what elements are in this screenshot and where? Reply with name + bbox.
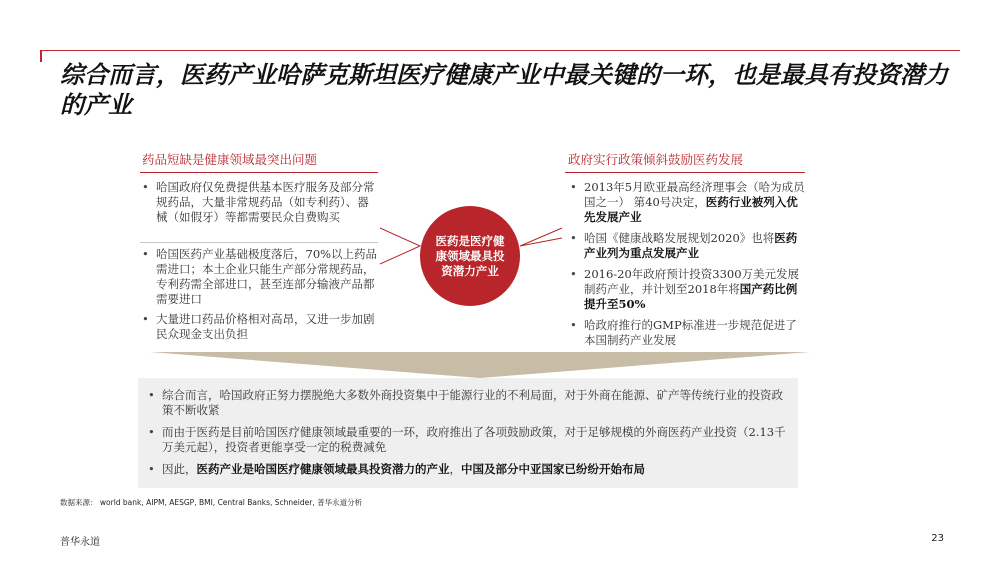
summary-item: • 因此，医药产业是哈国医疗健康领域最具投资潜力的产业，中国及部分中亚国家已纷纷开始布局 xyxy=(148,462,788,477)
source-note: 数据来源： world bank, AIPM, AESGP, BMI, Central Banks, Schneider, 普华永道分析 xyxy=(60,498,363,507)
right-item: • 哈政府推行的GMP标准进一步规范促进了本国制药产业发展 xyxy=(570,318,806,348)
center-circle xyxy=(420,206,520,306)
summary-box xyxy=(138,378,798,488)
right-item: • 2013年5月欧亚最高经济理事会（哈为成员国之一） 第40号决定，医药行业被列入优先发展产业 xyxy=(570,180,806,225)
center-circle-label: 医药是医疗健康领域最具投资潜力产业 xyxy=(435,233,505,278)
funnel-shape xyxy=(150,352,810,378)
right-connector xyxy=(520,228,562,246)
right-heading-rule xyxy=(565,172,805,173)
left-heading: 药品短缺是健康领域最突出问题 xyxy=(142,152,318,167)
right-item: • 哈国《健康战略发展规划2020》也将医药产业列为重点发展产业 xyxy=(570,231,806,261)
summary-list xyxy=(148,388,788,484)
left-item: • 哈国政府仅免费提供基本医疗服务及部分常规药品，大量非常规药品（如专利药）、器械（如假牙）等都需要民众自费购买 xyxy=(142,180,378,225)
page-title: 综合而言，医药产业哈萨克斯坦医疗健康产业中最关键的一环，也是最具有投资潜力的产业 xyxy=(60,61,948,119)
left-item: • 哈国医药产业基础极度落后，70%以上药品需进口；本土企业只能生产部分常规药品，专利药需全部进口，甚至连部分输液产品都需要进口 xyxy=(142,247,378,307)
summary-item: • 综合而言，哈国政府正努力摆脱绝大多数外商投资集中于能源行业的不利局面，对于外商在能源、矿产等传统行业的投资政策不断收紧 xyxy=(148,388,788,418)
left-item: • 大量进口药品价格相对高昂，又进一步加剧民众现金支出负担 xyxy=(142,312,378,342)
summary-item: • 而由于医药是目前哈国医疗健康领域最重要的一环，政府推出了各项鼓励政策，对于足够规模的外商医药产业投资（2.13千万美元起），投资者更能享受一定的税费减免 xyxy=(148,425,788,455)
right-item: • 2016-20年政府预计投资3300万美元发展制药产业，并计划至2018年将国产药比例提升至50% xyxy=(570,267,806,312)
page-number: 23 xyxy=(931,533,944,544)
footer-brand: 普华永道 xyxy=(60,537,100,548)
right-heading: 政府实行政策倾斜鼓励医药发展 xyxy=(568,152,744,167)
left-connector xyxy=(380,228,420,264)
right-list xyxy=(570,180,806,348)
